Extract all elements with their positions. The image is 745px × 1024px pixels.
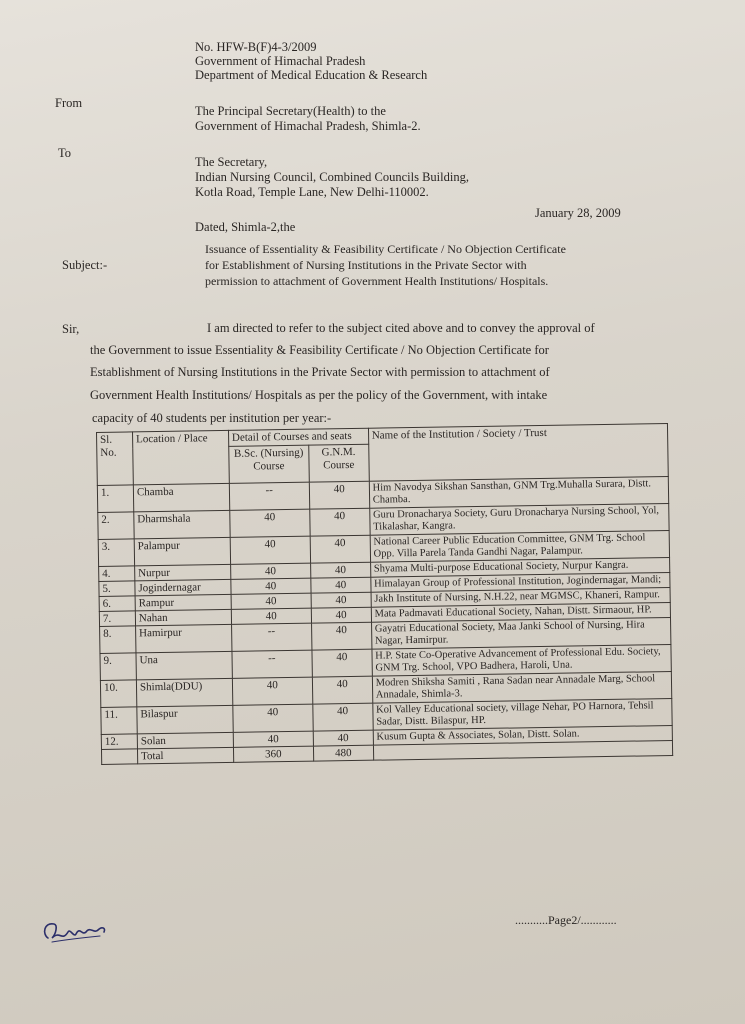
to-line-1: The Secretary, xyxy=(195,155,268,169)
total-label: Total xyxy=(137,747,233,764)
row-sl-no: 2. xyxy=(98,512,134,540)
header-gnm: G.N.M. Course xyxy=(308,444,369,482)
body-line-4: Government Health Institutions/ Hospitals as per the policy of the Government, with intake xyxy=(90,388,548,402)
row-location: Hamirpur xyxy=(136,624,232,653)
to-label: To xyxy=(58,146,72,160)
department-name: Department of Medical Education & Research xyxy=(195,68,428,82)
row-bsc-seats: 40 xyxy=(231,593,311,609)
row-sl-no: 4. xyxy=(99,566,135,582)
row-bsc-seats: 40 xyxy=(233,704,313,732)
row-institution-name: National Career Public Education Committee, GNM Trg. School Opp. Villa Parela Tanda Gandhi Nagar, Palampur. xyxy=(370,531,670,563)
body-line-1: I am directed to refer to the subject cited above and to convey the approval of xyxy=(207,321,595,335)
government-name: Government of Himachal Pradesh xyxy=(195,54,366,68)
reference-number: No. HFW-B(F)4-3/2009 xyxy=(195,40,317,54)
header-institution: Name of the Institution / Society / Trust xyxy=(368,424,668,482)
row-location: Solan xyxy=(137,732,233,749)
subject-line-3: permission to attachment of Government Health Institutions/ Hospitals. xyxy=(205,274,549,288)
row-gnm-seats: 40 xyxy=(313,703,373,731)
to-line-2: Indian Nursing Council, Combined Councils Building, xyxy=(195,170,469,184)
row-sl-no: 11. xyxy=(101,707,137,735)
row-sl-no: 6. xyxy=(99,596,135,612)
row-institution-name: Modren Shiksha Samiti , Rana Sadan near Annadale Marg, School Annadale, Shimla-3. xyxy=(372,671,672,703)
row-bsc-seats: -- xyxy=(229,482,309,510)
row-gnm-seats: 40 xyxy=(312,676,372,704)
row-institution-name: Himalayan Group of Professional Institution, Jogindernagar, Mandi; xyxy=(371,573,671,593)
row-gnm-seats: 40 xyxy=(310,562,370,578)
row-gnm-seats: 40 xyxy=(312,649,372,677)
subject-line-1: Issuance of Essentiality & Feasibility Certificate / No Objection Certificate xyxy=(205,242,566,256)
row-gnm-seats: 40 xyxy=(309,508,369,536)
row-location: Nahan xyxy=(135,609,231,626)
row-location: Jogindernagar xyxy=(135,579,231,596)
row-gnm-seats: 40 xyxy=(310,535,370,563)
total-bsc: 360 xyxy=(233,746,313,762)
body-line-2: the Government to issue Essentiality & Feasibility Certificate / No Objection Certificate for xyxy=(90,343,549,357)
row-location: Shimla(DDU) xyxy=(136,678,232,707)
subject-line-2: for Establishment of Nursing Institutions in the Private Sector with xyxy=(205,258,527,272)
row-sl-no: 10. xyxy=(100,680,136,708)
row-location: Dharmshala xyxy=(134,510,230,539)
row-institution-name: Kusum Gupta & Associates, Solan, Distt. Solan. xyxy=(373,725,673,745)
row-bsc-seats: 40 xyxy=(230,509,310,537)
header-bsc: B.Sc. (Nursing) Course xyxy=(229,445,309,483)
total-sl-cell xyxy=(101,749,137,765)
from-line-1: The Principal Secretary(Health) to the xyxy=(195,104,386,118)
row-institution-name: Mata Padmavati Educational Society, Nahan, Distt. Sirmaour, HP. xyxy=(371,603,671,623)
row-sl-no: 1. xyxy=(97,485,133,513)
row-bsc-seats: 40 xyxy=(230,536,310,564)
header-sl-no: Sl. No. xyxy=(97,432,134,486)
from-line-2: Government of Himachal Pradesh, Shimla-2. xyxy=(195,119,421,133)
body-line-3: Establishment of Nursing Institutions in the Private Sector with permission to attachment of xyxy=(90,365,550,379)
row-gnm-seats: 40 xyxy=(313,730,373,746)
salutation: Sir, xyxy=(62,322,80,336)
body-line-5: capacity of 40 students per institution per year:- xyxy=(92,411,332,425)
letter-date: January 28, 2009 xyxy=(535,206,621,220)
subject-label: Subject:- xyxy=(62,258,108,272)
dated-label: Dated, Shimla-2,the xyxy=(195,220,296,234)
row-location: Una xyxy=(136,651,232,680)
row-gnm-seats: 40 xyxy=(311,622,371,650)
row-location: Nurpur xyxy=(135,564,231,581)
row-sl-no: 12. xyxy=(101,734,137,750)
row-institution-name: Jakh Institute of Nursing, N.H.22, near MGMSC, Khaneri, Rampur. xyxy=(371,588,671,608)
row-bsc-seats: -- xyxy=(231,623,311,651)
to-line-3: Kotla Road, Temple Lane, New Delhi-110002. xyxy=(195,185,429,199)
row-institution-name: Gayatri Educational Society, Maa Janki School of Nursing, Hira Nagar, Hamirpur. xyxy=(371,617,671,649)
row-sl-no: 9. xyxy=(100,653,136,681)
row-location: Chamba xyxy=(133,483,229,512)
row-location: Palampur xyxy=(134,537,230,566)
row-sl-no: 7. xyxy=(99,611,135,627)
row-sl-no: 3. xyxy=(98,539,134,567)
row-bsc-seats: 40 xyxy=(231,578,311,594)
institutions-table xyxy=(96,423,673,765)
row-bsc-seats: -- xyxy=(232,650,312,678)
row-institution-name: H.P. State Co-Operative Advancement of Professional Edu. Society, GNM Trg. School, VPO Badhera, Haroli, Una. xyxy=(372,644,672,676)
header-location: Location / Place xyxy=(132,430,229,484)
row-institution-name: Him Navodya Sikshan Sansthan, GNM Trg.Muhalla Surara, Distt. Chamba. xyxy=(369,477,669,509)
row-institution-name: Kol Valley Educational society, village Nehar, PO Harnora, Tehsil Sadar, Distt. Bilaspur, HP. xyxy=(372,698,672,730)
row-gnm-seats: 40 xyxy=(311,577,371,593)
row-location: Bilaspur xyxy=(137,705,233,734)
total-gnm: 480 xyxy=(313,745,373,761)
row-bsc-seats: 40 xyxy=(231,608,311,624)
row-bsc-seats: 40 xyxy=(230,563,310,579)
from-label: From xyxy=(55,96,83,110)
signature xyxy=(40,912,110,948)
header-courses: Detail of Courses and seats xyxy=(228,428,368,446)
row-institution-name: Shyama Multi-purpose Educational Society, Nurpur Kangra. xyxy=(370,558,670,578)
row-gnm-seats: 40 xyxy=(309,481,369,509)
row-bsc-seats: 40 xyxy=(233,731,313,747)
row-sl-no: 5. xyxy=(99,581,135,597)
row-gnm-seats: 40 xyxy=(311,607,371,623)
row-institution-name: Guru Dronacharya Society, Guru Dronacharya Nursing School, Yol, Tikalashar, Kangra. xyxy=(369,504,669,536)
page-continuation: ...........Page2/............ xyxy=(515,913,617,927)
row-gnm-seats: 40 xyxy=(311,592,371,608)
row-sl-no: 8. xyxy=(100,626,136,654)
row-location: Rampur xyxy=(135,594,231,611)
row-bsc-seats: 40 xyxy=(232,677,312,705)
